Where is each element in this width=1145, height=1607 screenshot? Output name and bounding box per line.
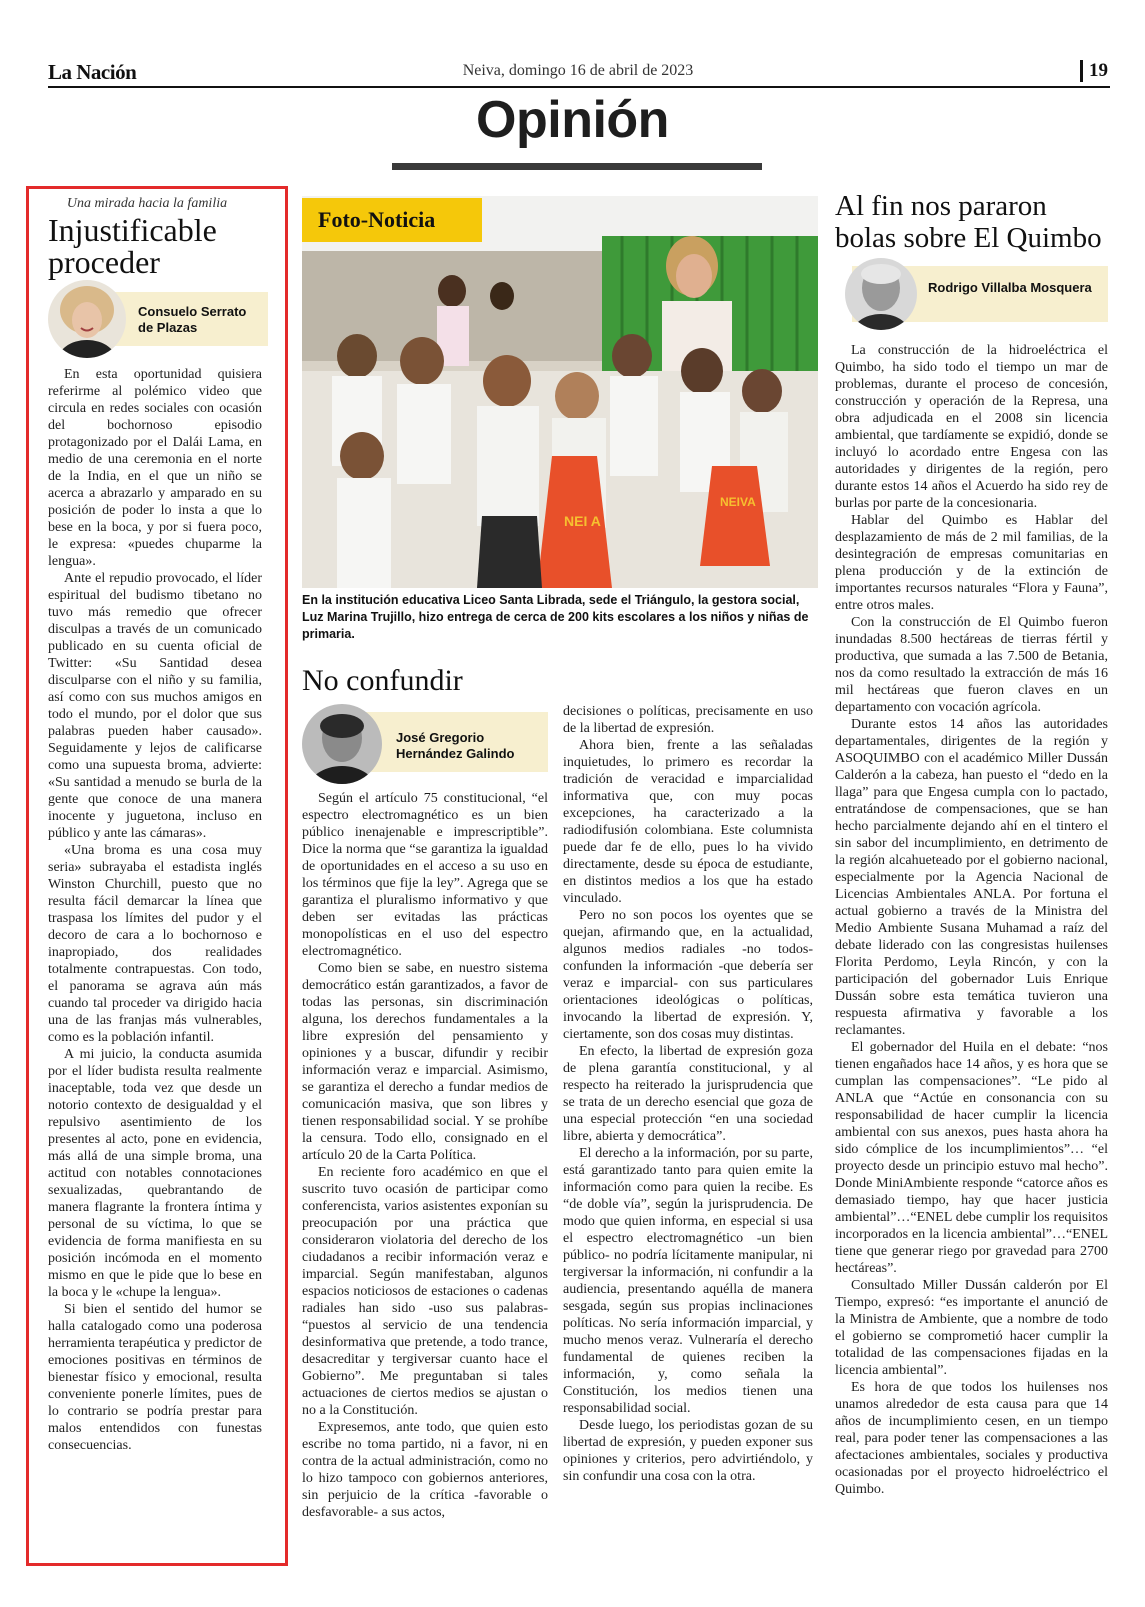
paragraph: Desde luego, los periodistas gozan de su libertad de expresión, y pueden exponer sus opiniones y criterios, pero advirtiéndolo, y sin confundir una cosa con la otra.	[563, 1418, 813, 1484]
article-title: Injustificable proceder	[48, 212, 217, 280]
paragraph: Consultado Miller Dussán calderón por El Tiempo, expresó: “es importante el anunció de la Ministra de Ambiente, que a nombre de todo el gobierno se comprometió hacer cumplir la totalidad de las compensaciones fijadas en la licencia ambiental”.	[835, 1278, 1108, 1378]
masthead-divider	[48, 86, 1110, 88]
paragraph: En reciente foro académico en que el suscrito tuvo ocasión de participar como conferencista, varios asistentes exponían su preocupación por una práctica que consideraron violatoria del derecho de los ciudadanos a recibir información veraz e imparcial. Según manifestaban, algunos espacios noticiosos de estaciones o cadenas radiales han sido -uso sus palabras- “puestos al servicio de una tendencia desinformativa que pretende, a todo trance, desacreditar y tergiversar cuanto hace el Gobierno”. Me preguntaban si tales actuaciones de ciertos medios se ajustan o no a la Constitución.	[302, 1165, 548, 1418]
paragraph: En esta oportunidad quisiera referirme al polémico video que circula en redes sociales con ocasión del bochornoso episodio protagonizado por el Dalái Lama, en medio de una ceremonia en el norte de la India, en el que un niño se acerca a abrazarlo y amparado en su posición de poder lo insta a que lo bese en la boca, y por si fuera poco, le expresa: «puedes chuparme la lengua».	[48, 367, 262, 569]
author-name: José Gregorio Hernández Galindo	[396, 730, 515, 761]
paragraph: El gobernador del Huila en el debate: “nos tienen engañados hace 14 años, y es hora que se cumplan las compensaciones”. “Le pido al ANLA que “Actúe en consonancia con su responsabilidad de hacer cumplir la licencia ambiental con sus anexos, pues hasta ahora ha sido cómplice de los incumplimientos”… “el proyecto desde un principio estuvo mal hecho”. Donde MiniAmbiente responde “catorce años es demasiado tiempo, hay que hacer justicia ambiental”…“ENEL debe cumplir los requisitos incorporados en la licencia ambiental”…“ENEL tiene que generar riego por gravedad para 2700 hectáreas”.	[835, 1040, 1108, 1276]
article-body	[835, 342, 1108, 1582]
article-body-column-2	[563, 703, 813, 1573]
paragraph: Pero no son pocos los oyentes que se quejan, afirmando que, en la actualidad, algunos medios radiales -no todos- confunden la información -que debería ser veraz e imparcial- con sus particulares orientaciones ideológicas o políticas, invocando la libertad de expresión. Y, ciertamente, son dos cosas muy distintas.	[563, 908, 813, 1042]
paragraph: Expresemos, ante todo, que quien esto escribe no toma partido, ni a favor, ni en contra de la actual administración, como no lo hizo tampoco con gobiernos anteriores, sin perjuicio de la crítica -favorable o desfavorable- a sus actos,	[302, 1420, 548, 1520]
paragraph: Durante estos 14 años las autoridades departamentales, dirigentes de la región y ASOQUIMBO con el académico Miller Dussán Calderón a la cabeza, han puesto el “dedo en la llaga” para que Engesa cumpla con lo pactado, entratándose de compensaciones, que se han hecho parcialmente dejando ahí en el tintero el sin sabor del incumplimiento, en detrimento de la región alcahueteado por el gobierno nacional, especialmente por la Agencia Nacional de Licencias Ambientales ANLA. Por fortuna el actual gobierno a través de la Ministra del Medio Ambiente Susana Muhamad a raíz del debate liderado con las congresistas huilenses Florita Perdomo, Leyla Rincón, y con la participación del gobernador Luis Enrique Dussán sobre esta temática tuvieron una respuesta afirmativa y favorable a los reclamantes.	[835, 717, 1108, 1038]
paragraph: Con la construcción de El Quimbo fueron inundadas 8.500 hectáreas de tierras fértil y productiva, que sumada a las 7.500 de Betania, nos da como resultado la extracción de más 16 mil hectáreas que fueron claves en un departamento con vocación agrícola.	[835, 615, 1108, 715]
author-photo	[48, 280, 126, 358]
paragraph: Hablar del Quimbo es Hablar del desplazamiento de más de 2 mil familias, de la desintegración de empresas comunitarias en plena producción y de la extinción de importantes recursos naturales “Flora y Fauna”, entre otros males.	[835, 513, 1108, 613]
paragraph: Ahora bien, frente a las señaladas inquietudes, lo primero es recordar la tradición de veracidad e imparcialidad informativa que, con muy pocas excepciones, ha caracterizado a la radiodifusión colombiana. Este columnista puede dar fe de ello, pues lo ha vivido directamente, desde su época de estudiante, en distintos medios a los que ha estado vinculado.	[563, 738, 813, 906]
paragraph: Si bien el sentido del humor se halla catalogado como una poderosa herramienta terapéutica y predictor de emociones positivas en términos de bienestar físico y emocional, resulta conveniente ponerle límites, pues de lo contrario se podría prestar para malos entendidos con funestas consecuencias.	[48, 1302, 262, 1453]
article-body	[48, 366, 262, 1506]
article-body-column-1	[302, 790, 548, 1570]
section-divider	[392, 163, 762, 170]
paragraph: Según el artículo 75 constitucional, “el espectro electromagnético es un bien público inenajenable e imprescriptible”. Dice la norma que “se garantiza la igualdad de oportunidades en el acceso a su uso en los términos que fije la ley”. Agrega que se garantiza el pluralismo informativo y que deben ser evitadas las prácticas monopolísticas en el uso del espectro electromagnético.	[302, 791, 548, 959]
paragraph: «Una broma es una cosa muy seria» subrayaba el estadista inglés Winston Churchill, puesto que no resulta fácil demarcar la línea que traspasa los límites del pudor y el decoro de cara a lo bochornoso e inapropiado, dos realidades totalmente contrapuestas. Con todo, el panorama se agrava aún más cuando tal proceder va dirigido hacia una de las franjas más vulnerables, como es la población infantil.	[48, 843, 262, 1045]
author-name: Consuelo Serrato de Plazas	[138, 304, 247, 335]
article-title: No confundir	[302, 664, 463, 697]
paragraph: A mi juicio, la conducta asumida por el líder budista resulta realmente inaceptable, toda vez que desde un notorio contexto de desigualdad y el repulsivo asentimiento de los presentes al acto, pone en evidencia, más allá de una simple broma, una actitud con notables connotaciones sexualizadas, quebrantando de manera flagrante la frontera íntima y personal de su víctima, lo que se evidencia de forma manifiesta en su posición incómoda en el momento mismo en que le pide que lo bese en la boca y le «chupe la lengua».	[48, 1047, 262, 1300]
photo-news-label: Foto-Noticia	[302, 198, 482, 242]
bag-logo-text-2: NEIVA	[720, 495, 756, 509]
masthead	[48, 60, 1108, 86]
article-kicker: Una mirada hacia la familia	[66, 196, 228, 211]
paragraph: En efecto, la libertad de expresión goza de plena garantía constitucional, y al respecto ha reiterado la jurisprudencia que se trata de un derecho esencial que goza de una especial protección “en una sociedad libre, abierta y democrática”.	[563, 1044, 813, 1144]
author-photo	[302, 704, 382, 784]
bag-logo-text: NEI A	[564, 513, 601, 529]
paragraph: decisiones o políticas, precisamente en uso de la libertad de expresión.	[563, 704, 813, 736]
paragraph: Es hora de que todos los huilenses nos unamos alrededor de esta causa para que 14 años de incumplimiento cesen, en un tiempo real, para poder tener las compensaciones a las afectaciones ambientales, sociales y productiva ocasionadas por el proyecto hidroeléctrico el Quimbo.	[835, 1380, 1108, 1497]
article-title: Al fin nos pararon bolas sobre El Quimbo	[835, 190, 1102, 254]
page-number: 19	[1080, 60, 1108, 82]
section-title: Opinión	[476, 91, 669, 149]
paragraph: Como bien se sabe, en nuestro sistema democrático están garantizados, a favor de todas las personas, sin discriminación alguna, los derechos fundamentales a la libre expresión del pensamiento y opiniones y a buscar, difundir y recibir información veraz e imparcial. Asimismo, se garantiza el derecho a fundar medios de comunicación masiva, que son libres y tienen responsabilidad social. Y se prohíbe la censura. Todo ello, consignado en el artículo 20 de la Carta Política.	[302, 961, 548, 1163]
newspaper-logo: La Nación	[48, 60, 137, 84]
news-photo	[302, 196, 818, 588]
paragraph: Ante el repudio provocado, el líder espiritual del budismo tibetano no tuvo más remedio que ofrecer disculpas a través de un comunicado publicado en su cuenta oficial de Twitter: «Su Santidad desea disculparse con el niño y su familia, así como con sus muchos amigos en todo el mundo, por el dolor que sus palabras pueden haber causado». Seguidamente y lejos de calificarse como una supuesta broma, advierte: «Su santidad a menudo se burla de la gente que conoce de una manera inocente y juguetona, incluso en público y ante las cámaras».	[48, 571, 262, 841]
paragraph: La construcción de la hidroeléctrica el Quimbo, ha sido todo el tiempo un mar de problemas, durante el proceso de concesión, construcción y operación de la Represa, una obra adjudicada en el 2008 sin licencia ambiental, que tardíamente se expidió, donde se incluyó lo acordado entre Engesa con las autoridades y dirigentes de la región, pero durante estos 14 años el Acuerdo ha sido rey de burlas por parte de la concesionaria.	[835, 343, 1108, 511]
photo-caption: En la institución educativa Liceo Santa Librada, sede el Triángulo, la gestora social, Luz Marina Trujillo, hizo entrega de cerca de 200 kits escolares a los niños y niñas de primaria.	[302, 593, 809, 641]
author-name: Rodrigo Villalba Mosquera	[928, 280, 1092, 295]
dateline: Neiva, domingo 16 de abril de 2023	[462, 62, 694, 79]
author-photo	[845, 258, 917, 330]
paragraph: El derecho a la información, por su parte, está garantizado tanto para quien emite la información como para quien la recibe. Es “de doble vía”, según la jurisprudencia. De modo que quien informa, en especial si usa el espectro electromagnético -un bien público- no podría lícitamente manipular, ni tergiversar la información, ni confundir a la audiencia, presentando aquélla de manera sesgada, según sus propias inclinaciones políticas. No sería información imparcial, y mucho menos veraz. Vulneraría el derecho fundamental de quienes reciben la información, y, como señala la Constitución, los medios tienen una responsabilidad social.	[563, 1146, 813, 1416]
